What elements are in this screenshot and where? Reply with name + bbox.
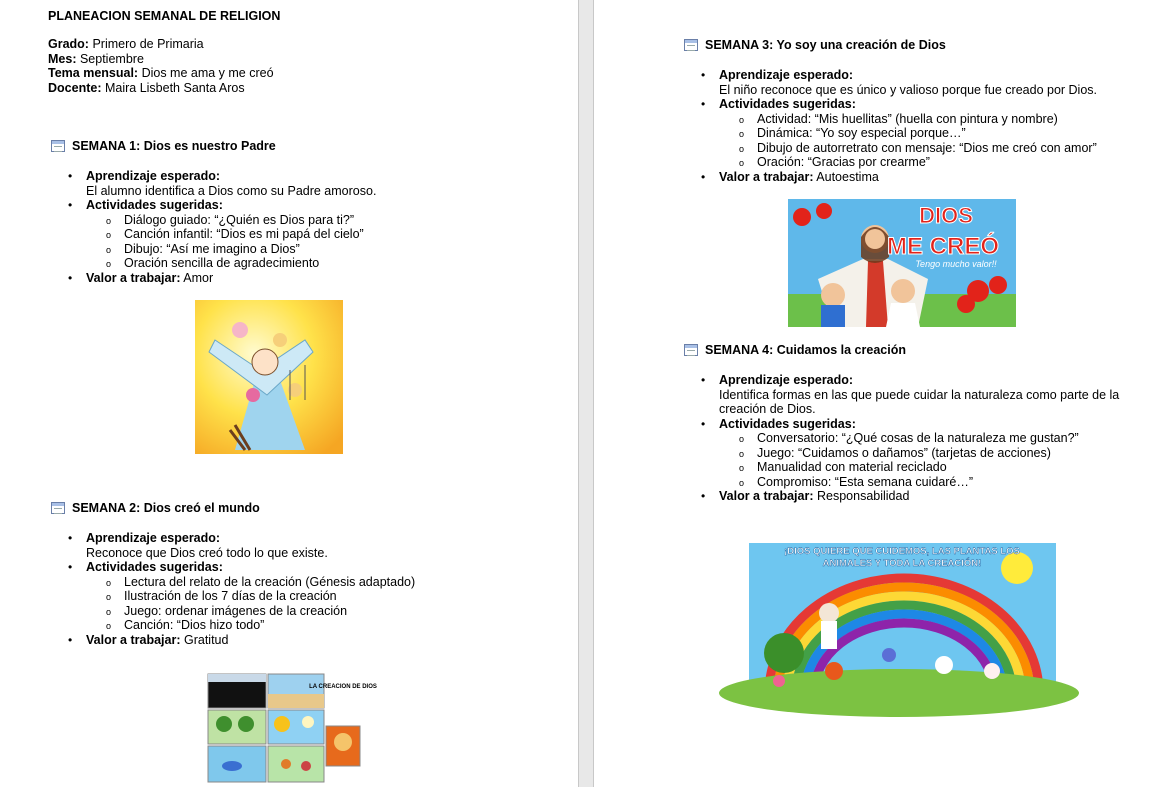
me-creo-text: ME CREÓ [886,233,1000,260]
dios-text: DIOS [919,203,973,228]
list-item: • Aprendizaje esperado: El alumno identifica a Dios como su Padre amoroso. [86,169,546,198]
creation-days-illustration [206,672,377,787]
calendar-icon [684,39,698,51]
rainbow-banner-line1: ¡DIOS QUIERE QUE CUIDEMOS, LAS PLANTAS LOS [784,546,1020,557]
meta-docente: Docente: Maira Lisbeth Santa Aros [48,80,245,95]
image-rainbow-creation [749,543,1056,702]
activity-item: o Actividad: “Mis huellitas” (huella con pintura y nombre) [757,112,1139,127]
list-item: • Aprendizaje esperado: Reconoce que Dios creó todo lo que existe. [86,531,546,560]
image-dios-me-creo [788,199,1016,327]
activity-item: o Lectura del relato de la creación (Génesis adaptado) [124,575,546,590]
activities-list [86,213,546,271]
activity-item: o Ilustración de los 7 días de la creación [124,589,546,604]
week-4-heading: SEMANA 4: Cuidamos la creación [684,343,906,357]
list-item: • Aprendizaje esperado: Identifica formas en las que puede cuidar la naturaleza como parte de la creación de Dios. [719,373,1139,417]
meta-grado: Grado: Primero de Primaria [48,37,204,51]
week-4-list [719,373,1139,504]
week-2-heading: SEMANA 2: Dios creó el mundo [51,501,260,515]
document-page-right [594,0,1171,787]
list-item: • Actividades sugeridas: o Actividad: “Mis huellitas” (huella con pintura y nombre) o Dinámica: “Yo soy especial porque…” o Dibujo de autorretrato con mensaje: “Dios me creó con amor” o Oración: “Gracias por crearme” [719,97,1139,170]
jesus-children-illustration [195,300,343,454]
activity-item: o Juego: ordenar imágenes de la creación [124,604,546,619]
image-jesus-children [195,300,343,454]
list-item: • Valor a trabajar: Responsabilidad [719,489,1139,504]
activities-list [719,431,1139,489]
list-item: • Actividades sugeridas: o Diálogo guiado: “¿Quién es Dios para ti?” o Canción infantil: “Dios es mi papá del cielo” o Dibujo: “Así me imagino a Dios” o Oración sencilla de agradecimiento [86,198,546,271]
page-gutter [578,0,594,787]
activity-item: o Compromiso: “Esta semana cuidaré…” [757,475,1139,490]
calendar-icon [51,140,65,152]
week-3-heading: SEMANA 3: Yo soy una creación de Dios [684,38,946,52]
meta-mes: Mes: Septiembre [48,51,144,66]
activity-item: o Manualidad con material reciclado [757,460,1139,475]
rainbow-creation-illustration [749,543,1056,702]
calendar-icon [684,344,698,356]
list-item: • Valor a trabajar: Amor [86,271,546,286]
activity-item: o Dibujo: “Así me imagino a Dios” [124,242,546,257]
meta-tema: Tema mensual: Dios me ama y me creó [48,66,274,80]
activity-item: o Canción infantil: “Dios es mi papá del cielo” [124,227,546,242]
valor-subtitle: Tengo mucho valor!! [915,259,997,269]
dios-me-creo-illustration [788,199,1016,327]
activities-list [86,575,546,633]
week-1-list [86,169,546,285]
activities-list [719,112,1139,170]
rainbow-banner-line2: ANIMALES Y TODA LA CREACIÓN! [822,558,982,569]
activity-item: o Oración sencilla de agradecimiento [124,256,546,271]
document-page-left [0,0,578,787]
activity-item: o Canción: “Dios hizo todo” [124,618,546,633]
list-item: • Actividades sugeridas: o Conversatorio: “¿Qué cosas de la naturaleza me gustan?” o Juego: “Cuidamos o dañamos” (tarjetas de acciones) o Manualidad con material reciclado o Compromiso: “Esta semana cuidaré…” [719,417,1139,490]
activity-item: o Dibujo de autorretrato con mensaje: “Dios me creó con amor” [757,141,1139,156]
week-2-list [86,531,546,647]
meta-block [48,37,274,95]
creation-caption: LA CREACION DE DIOS [309,684,377,690]
week-3-list [719,68,1139,184]
document-title: PLANEACION SEMANAL DE RELIGION [48,9,281,23]
activity-item: o Diálogo guiado: “¿Quién es Dios para ti?” [124,213,546,228]
calendar-icon [51,502,65,514]
list-item: • Valor a trabajar: Gratitud [86,633,546,648]
list-item: • Aprendizaje esperado: El niño reconoce que es único y valioso porque fue creado por Dios. [719,68,1139,97]
list-item: • Actividades sugeridas: o Lectura del relato de la creación (Génesis adaptado) o Ilustración de los 7 días de la creación o Juego: ordenar imágenes de la creación o Canción: “Dios hizo todo” [86,560,546,633]
activity-item: o Oración: “Gracias por crearme” [757,155,1139,170]
activity-item: o Conversatorio: “¿Qué cosas de la naturaleza me gustan?” [757,431,1139,446]
activity-item: o Juego: “Cuidamos o dañamos” (tarjetas de acciones) [757,446,1139,461]
list-item: • Valor a trabajar: Autoestima [719,170,1139,185]
image-creation-days [206,672,377,787]
week-1-heading: SEMANA 1: Dios es nuestro Padre [51,139,276,153]
activity-item: o Dinámica: “Yo soy especial porque…” [757,126,1139,141]
